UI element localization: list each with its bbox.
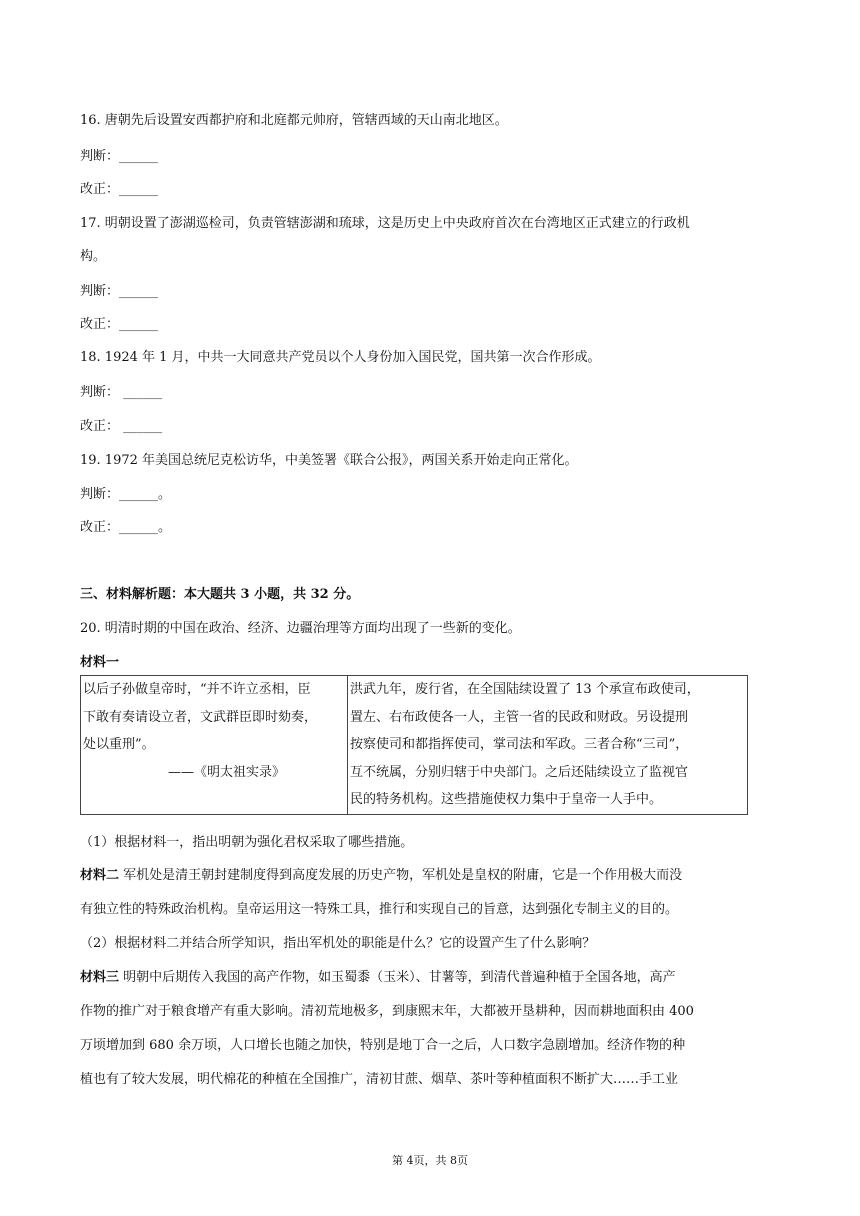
material2-label: 材料二 <box>80 868 120 883</box>
material1-right-line: 按察使司和都指挥使司，掌司法和军政。三者合称“三司”， <box>350 737 689 752</box>
material3-text-1: 明朝中后期传入我国的高产作物，如玉蜀黍（玉米）、甘薯等，到清代普遍种植于全国各地，高产 <box>119 970 676 985</box>
page-footer: 第 4页，共 8页 <box>392 1154 468 1167</box>
material2-text-1: 军机处是清王朝封建制度得到高度发展的历史产物，军机处是皇权的附庸，它是一个作用极大而没 <box>119 868 683 883</box>
q20-intro: 20. 明清时期的中国在政治、经济、边疆治理等方面均出现了一些新的变化。 <box>80 621 521 636</box>
q18-correct: 改正： ______ <box>80 419 163 434</box>
material1-left-line: 以后子孙做皇帝时，“并不许立丞相，臣 <box>83 682 311 697</box>
q17-stem-line2: 构。 <box>80 249 107 264</box>
q19-judge: 判断：______。 <box>80 487 172 502</box>
material1-left-line: 处以重刑”。 <box>83 737 155 752</box>
q18-stem: 18. 1924 年 1 月，中共一大同意共产党员以个人身份加入国民党，国共第一次合作形成。 <box>80 350 601 365</box>
q16-judge: 判断：______ <box>80 149 159 164</box>
q16-stem: 16. 唐朝先后设置安西都护府和北庭都元帅府，管辖西域的天山南北地区。 <box>80 113 508 128</box>
q17-correct: 改正：______ <box>80 317 159 332</box>
material3-line3: 万顷增加到 680 余万顷，人口增长也随之加快，特别是地丁合一之后，人口数字急剧增加。经济作物的种 <box>80 1038 686 1053</box>
q19-stem: 19. 1972 年美国总统尼克松访华，中美签署《联合公报》，两国关系开始走向正常化。 <box>80 453 578 468</box>
material1-left-line: 下敢有奏请设立者，文武群臣即时劾奏， <box>83 709 318 725</box>
material3-line1 <box>80 969 676 987</box>
material2-line1 <box>80 867 682 885</box>
material3-line4: 植也有了较大发展，明代棉花的种植在全国推广，清初甘蔗、烟草、茶叶等种植面积不断扩大……手工业 <box>80 1072 679 1087</box>
q20-sub1: （1）根据材料一，指出明朝为强化君权采取了哪些措施。 <box>80 835 414 850</box>
material1-table <box>80 675 748 815</box>
material1-right-line: 互不统属，分别归辖于中央部门。之后还陆续设立了监视官 <box>350 764 689 780</box>
q18-judge: 判断： ______ <box>80 385 163 400</box>
material1-source: ——《明太祖实录》 <box>167 764 285 780</box>
material1-right-cell <box>348 676 748 815</box>
material2-line2: 有独立性的特殊政治机构。皇帝运用这一特殊工具，推行和实现自己的旨意，达到强化专制主义的目的。 <box>80 902 679 917</box>
section3-heading: 三、材料解析题：本大题共 3 小题，共 32 分。 <box>80 587 360 602</box>
material3-line2: 作物的推广对于粮食增产有重大影响。清初荒地极多，到康熙末年，大都被开垦耕种，因而耕地面积由 400 <box>80 1004 694 1019</box>
material1-left-cell <box>81 676 348 815</box>
material3-label: 材料三 <box>80 970 120 985</box>
q17-judge: 判断：______ <box>80 284 159 299</box>
material1-right-line: 民的特务机构。这些措施使权力集中于皇帝一人手中。 <box>350 792 663 807</box>
q17-stem-line1: 17. 明朝设置了澎湖巡检司，负责管辖澎湖和琉球，这是历史上中央政府首次在台湾地区正式建立的行政机 <box>80 216 690 231</box>
q20-sub2: （2）根据材料二并结合所学知识，指出军机处的职能是什么？它的设置产生了什么影响？ <box>80 936 596 951</box>
q19-correct: 改正：______。 <box>80 520 172 535</box>
q16-correct: 改正：______ <box>80 182 159 197</box>
material1-label: 材料一 <box>80 655 120 670</box>
material1-right-line: 置左、右布政使各一人，主管一省的民政和财政。另设提刑 <box>350 709 689 725</box>
material1-right-line: 洪武九年，废行省，在全国陆续设置了 13 个承宣布政使司， <box>350 682 700 697</box>
